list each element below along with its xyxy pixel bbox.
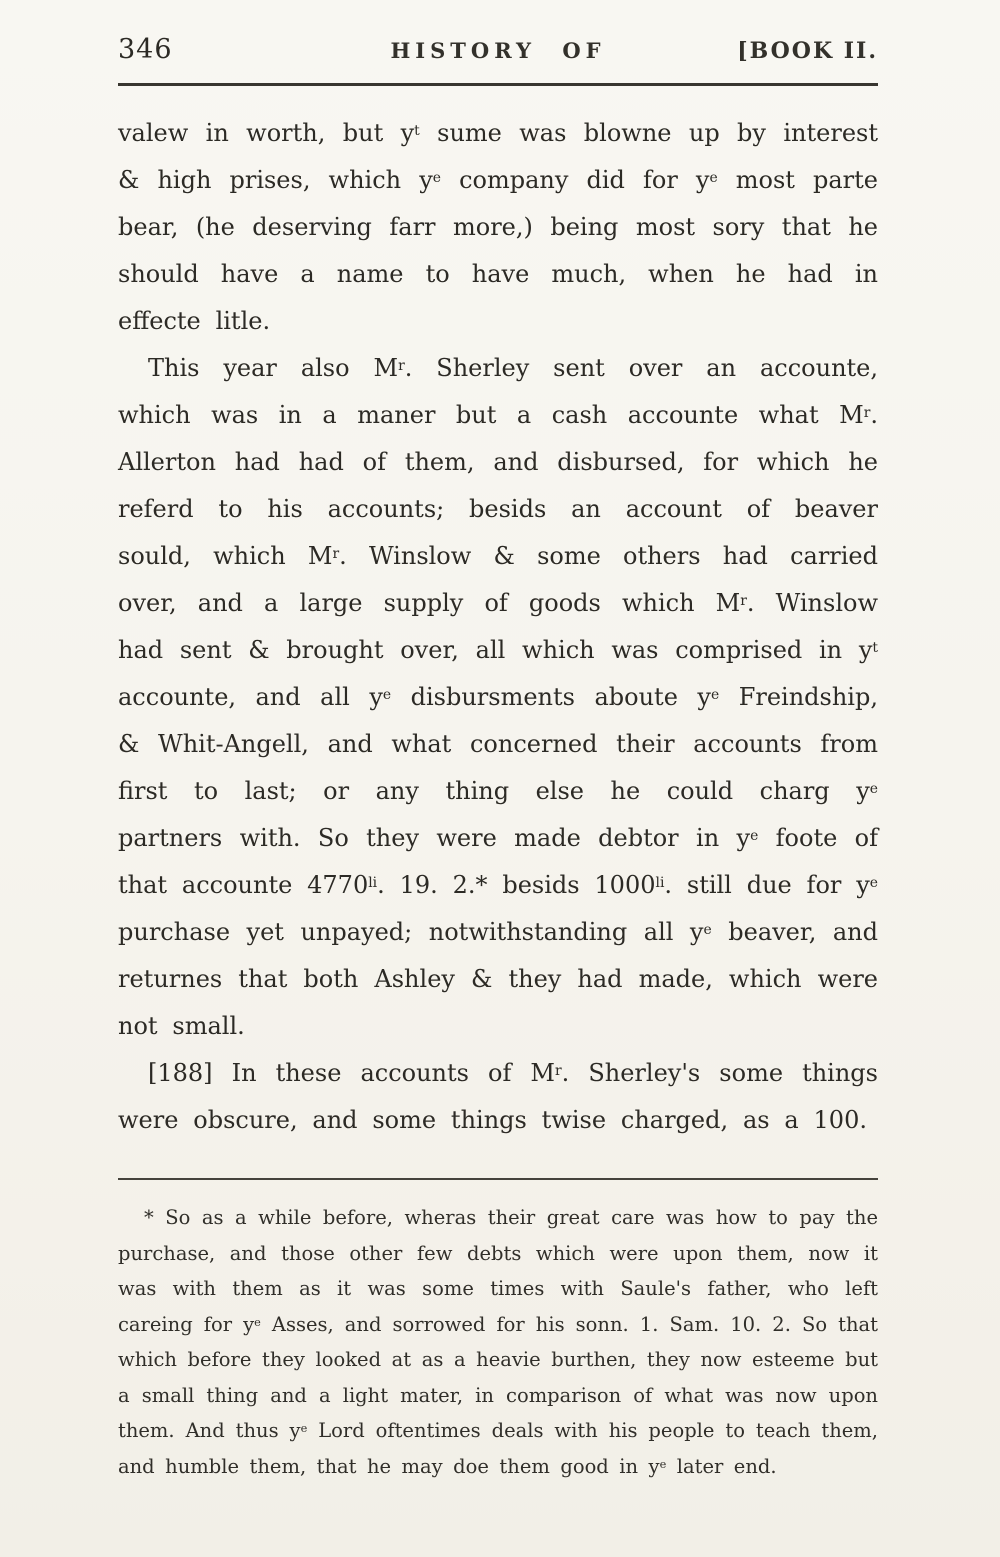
footnote-block	[118, 1178, 878, 1484]
body-text	[118, 110, 878, 1144]
footnote-text: * So as a while before, wheras their great care was how to pay the purchase, and those other few debts which were upon them, now it was with them as it was some times with Saule's father, who left careing for $y^e$ Asses, and sorrowed for his sonn. 1. Sam. 10. 2. So that which before they looked at as a heavie burthen, they now esteeme but a small thing and a light mater, in comparison of what was now upon them. And thus $y^e$ Lord oftentimes deals with his people to teach them, and humble them, that he may doe them good in $y^e$ later end.	[118, 1206, 878, 1478]
paragraph: valew in worth, but $y^t$ sume was blowne up by interest & high prises, which $y^e$ company did for $y^e$ most parte bear, (he deserving farr more,) being most sory that he should have a name to have much, when he had in effecte litle.	[118, 119, 878, 335]
book-section-label: [BOOK II.	[737, 38, 878, 64]
page-number: 346	[118, 34, 173, 65]
page-header	[118, 34, 878, 65]
paragraph: This year also $M^r$. Sherley sent over an accounte, which was in a maner but a cash accounte what $M^r$. Allerton had had of them, and disbursed, for which he referd to his accounts; besids an account of beaver sould, which $M^r$. Winslow & some others had carried over, and a large supply of goods which $M^r$. Winslow had sent & brought over, all which was comprised in $y^t$ accounte, and all $y^e$ disbursments aboute $y^e$ Freindship, & Whit-Angell, and what concerned their accounts from first to last; or any thing else he could charg $y^e$ partners with. So they were made debtor in $y^e$ foote of that accounte $4770^{li}$. 19. 2.* besids $1000^{li}$. still due for $y^e$ purchase yet unpayed; notwithstanding all $y^e$ beaver, and returnes that both Ashley & they had made, which were not small.	[118, 354, 879, 1040]
running-title: HISTORY OF	[390, 38, 606, 63]
header-rule	[118, 83, 878, 86]
paragraph: [188] In these accounts of $M^r$. Sherley's some things were obscure, and some things twise charged, as a 100.	[118, 1059, 878, 1134]
footnote-rule	[118, 1178, 878, 1180]
